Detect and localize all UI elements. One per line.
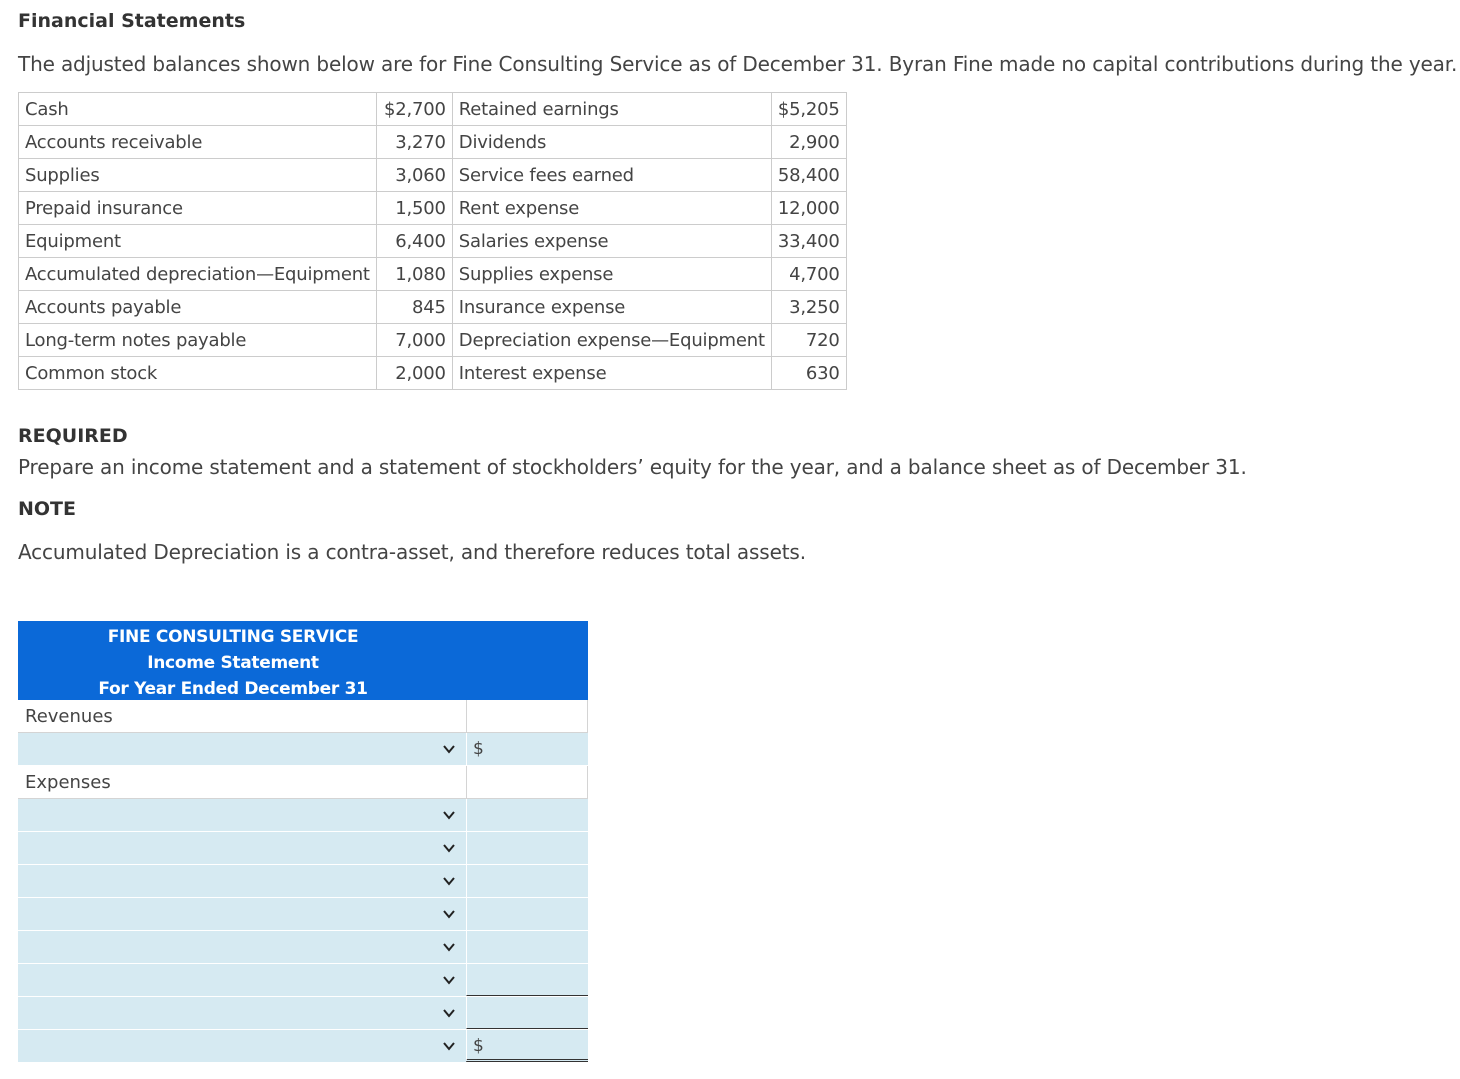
balance-label: Prepaid insurance [19, 192, 377, 225]
net-income-select[interactable] [18, 1030, 466, 1062]
balance-label: Dividends [452, 126, 771, 159]
expense-amount-input[interactable] [466, 799, 588, 831]
balance-label: Retained earnings [452, 93, 771, 126]
net-income-row [18, 1030, 588, 1063]
revenue-account-select[interactable] [18, 733, 466, 765]
expense-amount-input[interactable] [466, 964, 588, 996]
balance-value: 3,250 [771, 291, 846, 324]
chevron-down-icon [442, 1039, 456, 1053]
required-text: Prepare an income statement and a statement of stockholders’ equity for the year, and a balance sheet as of December 31. [18, 455, 1247, 479]
balance-label: Equipment [19, 225, 377, 258]
balance-label: Common stock [19, 357, 377, 390]
net-income-input[interactable] [466, 1030, 588, 1062]
balance-label: Accumulated depreciation—Equipment [19, 258, 377, 291]
balance-value: 3,270 [376, 126, 452, 159]
balance-value: 2,900 [771, 126, 846, 159]
expense-line-row [18, 832, 588, 865]
chevron-down-icon [442, 841, 456, 855]
currency-symbol: $ [473, 1036, 484, 1056]
note-text: Accumulated Depreciation is a contra-asset, and therefore reduces total assets. [18, 540, 806, 564]
revenue-line-row [18, 733, 588, 766]
amount-cell [466, 700, 588, 732]
table-row [19, 225, 847, 258]
balance-label: Insurance expense [452, 291, 771, 324]
balance-label: Rent expense [452, 192, 771, 225]
chevron-down-icon [442, 973, 456, 987]
expense-account-select[interactable] [18, 964, 466, 996]
balance-label: Cash [19, 93, 377, 126]
balance-label: Supplies [19, 159, 377, 192]
balance-label: Service fees earned [452, 159, 771, 192]
expenses-heading-row [18, 766, 588, 799]
balance-value: 720 [771, 324, 846, 357]
required-heading: REQUIRED [18, 425, 128, 447]
expense-total-row [18, 997, 588, 1030]
balance-value: 12,000 [771, 192, 846, 225]
expense-line-row [18, 799, 588, 832]
balance-label: Depreciation expense—Equipment [452, 324, 771, 357]
balance-value: 33,400 [771, 225, 846, 258]
table-row [19, 192, 847, 225]
expense-account-select[interactable] [18, 898, 466, 930]
expense-total-input[interactable] [466, 997, 588, 1029]
balance-value: 845 [376, 291, 452, 324]
expense-amount-input[interactable] [466, 931, 588, 963]
balance-value: 2,000 [376, 357, 452, 390]
balance-value: 1,080 [376, 258, 452, 291]
balance-label: Interest expense [452, 357, 771, 390]
expense-total-select[interactable] [18, 997, 466, 1029]
balance-value: $5,205 [771, 93, 846, 126]
chevron-down-icon [442, 940, 456, 954]
expense-line-row [18, 931, 588, 964]
balance-value: 4,700 [771, 258, 846, 291]
expense-amount-input[interactable] [466, 898, 588, 930]
expense-line-row [18, 964, 588, 997]
balance-label: Long-term notes payable [19, 324, 377, 357]
expenses-label: Expenses [25, 772, 111, 793]
table-row [19, 291, 847, 324]
balance-value: 58,400 [771, 159, 846, 192]
revenues-label: Revenues [25, 706, 113, 727]
table-row [19, 357, 847, 390]
chevron-down-icon [442, 1006, 456, 1020]
expense-line-row [18, 865, 588, 898]
statement-header [18, 621, 588, 700]
expense-account-select[interactable] [18, 832, 466, 864]
expense-line-row [18, 898, 588, 931]
table-row [19, 93, 847, 126]
balances-table [18, 92, 847, 390]
table-row [19, 126, 847, 159]
note-heading: NOTE [18, 498, 76, 520]
revenues-heading-row [18, 700, 588, 733]
balance-label: Accounts receivable [19, 126, 377, 159]
page-title: Financial Statements [18, 10, 246, 32]
expense-amount-input[interactable] [466, 865, 588, 897]
balance-value: 1,500 [376, 192, 452, 225]
balance-label: Accounts payable [19, 291, 377, 324]
table-row [19, 258, 847, 291]
currency-symbol: $ [473, 739, 484, 759]
statement-name: Income Statement [147, 653, 319, 673]
expense-account-select[interactable] [18, 799, 466, 831]
balance-value: 630 [771, 357, 846, 390]
intro-text: The adjusted balances shown below are for Fine Consulting Service as of December 31. Byran Fine made no capital contributions during the year. [18, 52, 1458, 76]
balance-label: Supplies expense [452, 258, 771, 291]
balance-value: $2,700 [376, 93, 452, 126]
chevron-down-icon [442, 874, 456, 888]
statement-period: For Year Ended December 31 [98, 679, 368, 699]
amount-cell [466, 766, 588, 798]
company-name: FINE CONSULTING SERVICE [107, 627, 359, 647]
chevron-down-icon [442, 907, 456, 921]
chevron-down-icon [442, 742, 456, 756]
balance-label: Salaries expense [452, 225, 771, 258]
balance-value: 7,000 [376, 324, 452, 357]
table-row [19, 159, 847, 192]
expense-amount-input[interactable] [466, 832, 588, 864]
revenue-amount-input[interactable] [466, 733, 588, 765]
expense-account-select[interactable] [18, 931, 466, 963]
balance-value: 3,060 [376, 159, 452, 192]
chevron-down-icon [442, 808, 456, 822]
income-statement [18, 621, 588, 1063]
expense-account-select[interactable] [18, 865, 466, 897]
table-row [19, 324, 847, 357]
balance-value: 6,400 [376, 225, 452, 258]
